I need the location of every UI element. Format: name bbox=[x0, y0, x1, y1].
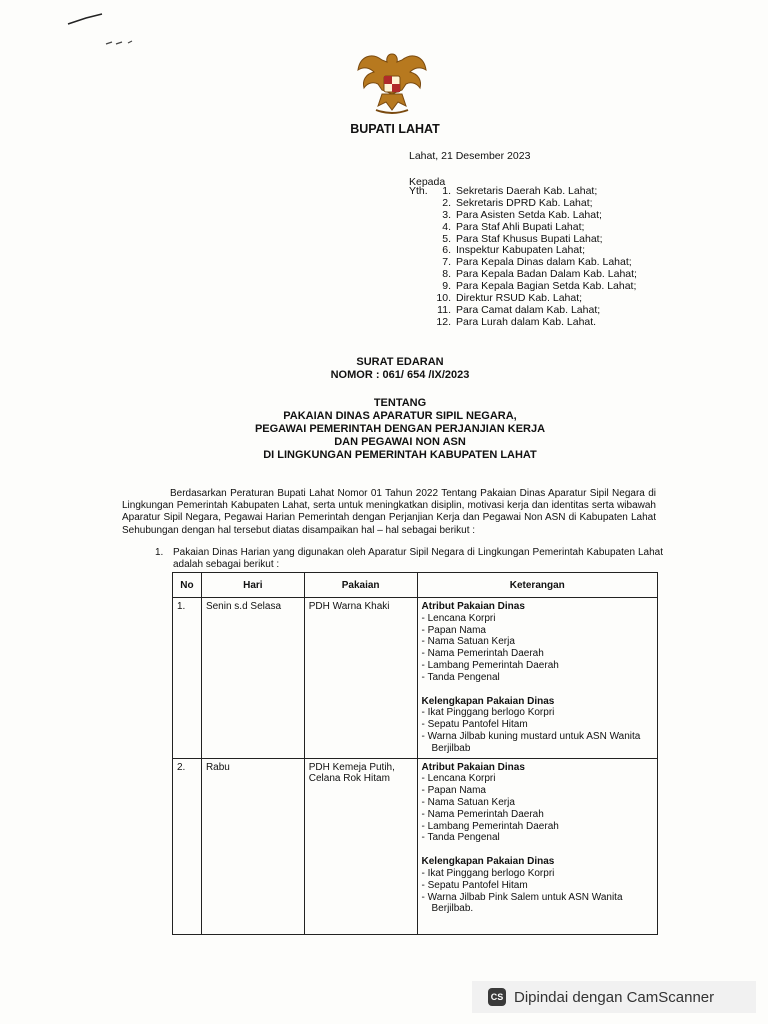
atribut-list bbox=[422, 773, 653, 844]
list-item: 8. Para Kepala Badan Dalam Kab. Lahat; bbox=[442, 268, 637, 281]
camscanner-label: Dipindai dengan CamScanner bbox=[514, 988, 715, 1006]
table-row bbox=[173, 598, 658, 759]
cell-pakaian: PDH Kemeja Putih, Celana Rok Hitam bbox=[304, 758, 417, 934]
list-item: - Tanda Pengenal bbox=[421, 671, 500, 683]
list-item: - Ikat Pinggang berlogo Korpri bbox=[421, 707, 555, 719]
cell-no: 1. bbox=[173, 598, 202, 759]
list-item: - Nama Pemerintah Daerah bbox=[421, 648, 544, 660]
camscanner-icon: CS bbox=[488, 988, 506, 1006]
table-header-row bbox=[173, 573, 658, 598]
kelengkapan-heading: Kelengkapan Pakaian Dinas bbox=[421, 695, 555, 707]
pen-mark-icon bbox=[66, 12, 106, 28]
item-number: 1. bbox=[155, 547, 164, 558]
kelengkapan-list bbox=[422, 707, 653, 754]
subject-block bbox=[210, 397, 590, 462]
subject-heading: TENTANG bbox=[373, 397, 427, 409]
circular-number: NOMOR : 061/ 654 /IX/2023 bbox=[330, 369, 470, 381]
list-item: 2. Sekretaris DPRD Kab. Lahat; bbox=[442, 196, 593, 209]
list-item: - Nama Satuan Kerja bbox=[421, 796, 515, 808]
list-item: - Warna Jilbab Pink Salem untuk ASN Wanita Berjilbab. bbox=[421, 891, 623, 915]
list-item: - Nama Pemerintah Daerah bbox=[421, 808, 544, 820]
cell-hari: Senin s.d Selasa bbox=[201, 598, 304, 759]
subject-line: DI LINGKUNGAN PEMERINTAH KABUPATEN LAHAT bbox=[263, 449, 537, 461]
list-item: 11. Para Camat dalam Kab. Lahat; bbox=[437, 303, 601, 316]
list-item: - Sepatu Pantofel Hitam bbox=[421, 719, 528, 731]
kelengkapan-heading: Kelengkapan Pakaian Dinas bbox=[421, 856, 555, 868]
column-header-no: No bbox=[173, 573, 202, 598]
list-item: 3. Para Asisten Setda Kab. Lahat; bbox=[442, 208, 602, 221]
recipient-list bbox=[409, 186, 637, 329]
list-item: - Lambang Pemerintah Daerah bbox=[421, 820, 559, 832]
subject-line: DAN PEGAWAI NON ASN bbox=[334, 436, 466, 448]
list-item: - Ikat Pinggang berlogo Korpri bbox=[421, 867, 555, 879]
list-item: - Nama Satuan Kerja bbox=[421, 636, 515, 648]
pen-mark-icon bbox=[104, 38, 134, 48]
table-row bbox=[173, 758, 658, 934]
item-text: Pakaian Dinas Harian yang digunakan oleh Aparatur Sipil Negara di Lingkungan Pemerintah Kabupaten Lahat adalah sebagai berikut : bbox=[173, 547, 663, 571]
circular-header bbox=[240, 356, 560, 382]
list-item: 5. Para Staf Khusus Bupati Lahat; bbox=[442, 232, 603, 245]
cell-keterangan bbox=[417, 598, 657, 759]
list-item: Yth. 1. Sekretaris Daerah Kab. Lahat; bbox=[409, 185, 598, 197]
list-item: - Papan Nama bbox=[421, 785, 486, 797]
list-item: - Tanda Pengenal bbox=[421, 832, 500, 844]
list-item: - Lencana Korpri bbox=[421, 773, 496, 785]
list-item: 6. Inspektur Kabupaten Lahat; bbox=[442, 244, 586, 257]
subject-line: PAKAIAN DINAS APARATUR SIPIL NEGARA, bbox=[283, 410, 517, 422]
recipient-label: Kepada bbox=[409, 176, 446, 188]
column-header-keterangan: Keterangan bbox=[417, 573, 657, 598]
numbered-item bbox=[151, 547, 663, 571]
intro-paragraph: Berdasarkan Peraturan Bupati Lahat Nomor 01 Tahun 2022 Tentang Pakaian Dinas Aparatur Sipil Negara di Lingkungan Pemerintah Kabupaten Lahat, serta untuk meningkatkan disiplin, motivasi kerja dan identitas serta wibawah Aparatur Sipil Negara, Pegawai Harian Pemerintah dengan Perjanjian Kerja dan Pegawai Non ASN di Kabupaten Lahat Sehubungan dengan hal tersebut diatas disampaikan hal – hal sebagai berikut : bbox=[122, 488, 656, 536]
circular-title: SURAT EDARAN bbox=[356, 356, 444, 368]
yth-label: Yth. bbox=[409, 185, 428, 197]
letter-date: Lahat, 21 Desember 2023 bbox=[409, 150, 531, 162]
list-item: - Lencana Korpri bbox=[421, 612, 496, 624]
camscanner-watermark bbox=[472, 981, 756, 1013]
atribut-list bbox=[422, 613, 653, 684]
atribut-heading: Atribut Pakaian Dinas bbox=[421, 761, 525, 773]
list-item: 10. Direktur RSUD Kab. Lahat; bbox=[436, 292, 583, 305]
cell-no: 2. bbox=[173, 758, 202, 934]
list-item: 7. Para Kepala Dinas dalam Kab. Lahat; bbox=[442, 256, 632, 269]
kelengkapan-list bbox=[422, 868, 653, 915]
column-header-hari: Hari bbox=[201, 573, 304, 598]
cell-hari: Rabu bbox=[201, 758, 304, 934]
list-item: 12. Para Lurah dalam Kab. Lahat. bbox=[436, 315, 597, 328]
list-item: - Warna Jilbab kuning mustard untuk ASN Wanita Berjilbab bbox=[421, 730, 641, 754]
garuda-emblem-icon bbox=[352, 46, 432, 120]
column-header-pakaian: Pakaian bbox=[304, 573, 417, 598]
cell-pakaian: PDH Warna Khaki bbox=[304, 598, 417, 759]
list-item: - Lambang Pemerintah Daerah bbox=[421, 659, 559, 671]
list-item: 4. Para Staf Ahli Bupati Lahat; bbox=[442, 220, 585, 233]
subject-line: PEGAWAI PEMERINTAH DENGAN PERJANJIAN KERJA bbox=[254, 423, 546, 435]
list-item: 9. Para Kepala Bagian Setda Kab. Lahat; bbox=[442, 280, 637, 293]
cell-keterangan bbox=[417, 758, 657, 934]
list-item: - Sepatu Pantofel Hitam bbox=[421, 879, 528, 891]
uniform-table bbox=[172, 572, 658, 935]
issuer-title: BUPATI LAHAT bbox=[350, 122, 440, 136]
atribut-heading: Atribut Pakaian Dinas bbox=[421, 601, 525, 612]
list-item: - Papan Nama bbox=[421, 624, 486, 636]
